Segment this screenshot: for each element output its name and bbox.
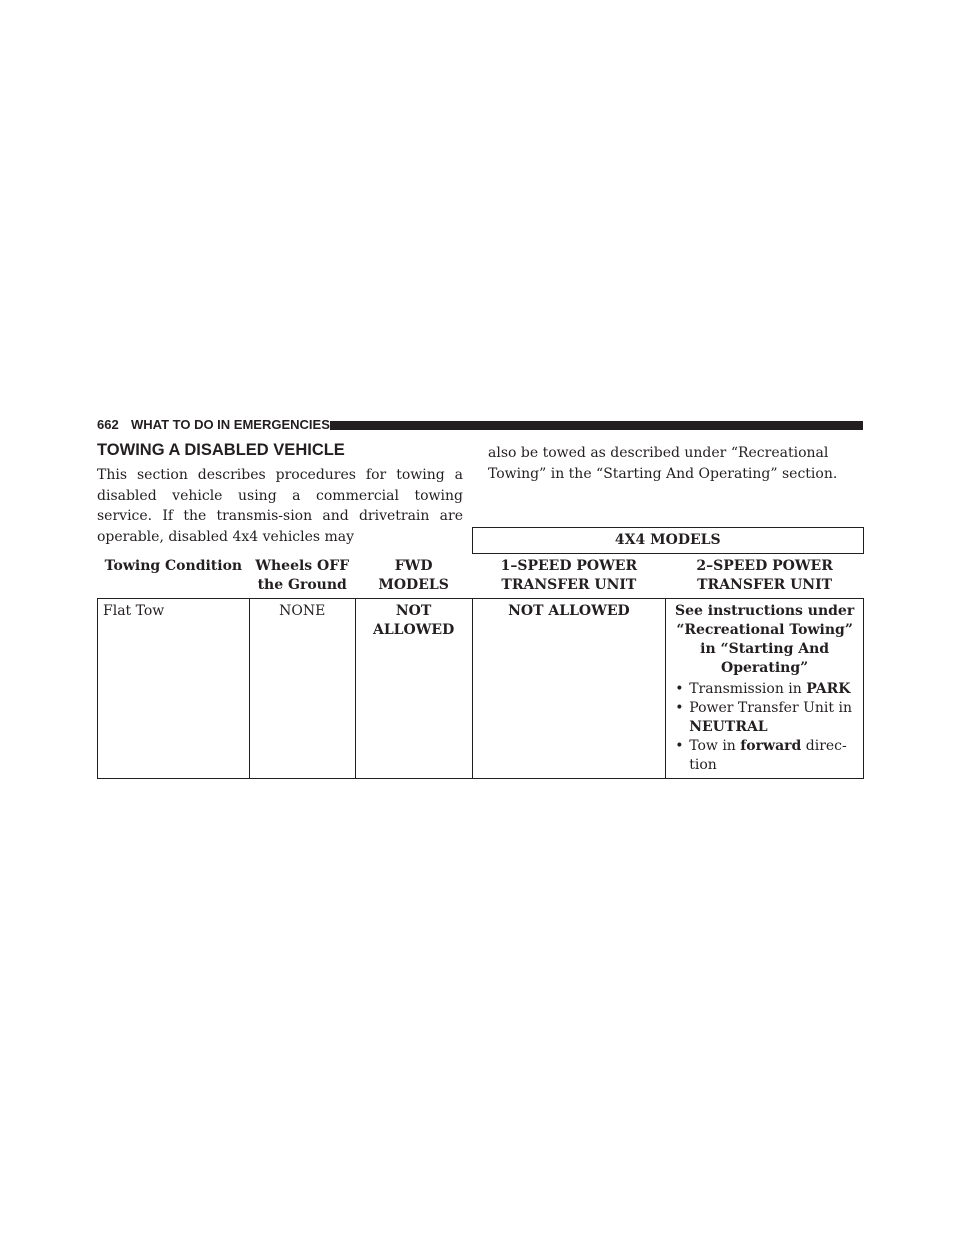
instruction-text: Tow in [689,738,741,754]
instruction-item [671,699,858,737]
page-header [97,417,863,433]
instruction-item [671,737,858,775]
intro-paragraph-left: This section describes procedures for towing a disabled vehicle using a commercial towing service. If the transmis-sion and drivetrain are operable, disabled 4x4 vehicles may [97,467,463,545]
instruction-text: Power Transfer Unit in [689,700,852,716]
section-title: WHAT TO DO IN EMERGENCIES [131,417,330,432]
group-header-4x4: 4X4 MODELS [472,528,863,554]
header-fwd-models: FWD MODELS [378,557,449,593]
table-blank-cell [98,528,473,554]
table-row [98,599,864,779]
instruction-tail: direc-tion [689,738,847,773]
page-number: 662 [97,417,119,432]
cell-fwd: NOT ALLOWED [355,599,472,779]
cell-wheels: NONE [249,599,355,779]
page-title: TOWING A DISABLED VEHICLE [97,441,345,459]
table-group-header-row [98,528,864,554]
header-wheels-off: Wheels OFF the Ground [255,557,350,593]
instructions-list [671,680,858,775]
cell-2-speed [666,599,864,779]
header-towing-condition: Towing Condition [104,557,243,574]
header-1-speed: 1–SPEED POWER TRANSFER UNIT [500,558,638,593]
table-header-row [98,554,864,599]
instruction-emphasis: PARK [806,681,851,697]
instructions-heading: See instructions under “Recreational Towing” in “Starting And Operating” [675,603,855,676]
towing-table [97,527,864,779]
instruction-text: Transmission in [689,681,807,697]
cell-1-speed: NOT ALLOWED [472,599,666,779]
cell-condition: Flat Tow [98,599,250,779]
instruction-emphasis: forward [740,738,802,754]
instruction-item [671,680,858,699]
header-rule [330,421,863,430]
intro-paragraph-right: also be towed as described under “Recreational Towing” in the “Starting And Operating” section. [488,445,838,482]
header-2-speed: 2–SPEED POWER TRANSFER UNIT [696,558,833,593]
instruction-emphasis: NEUTRAL [689,719,768,735]
